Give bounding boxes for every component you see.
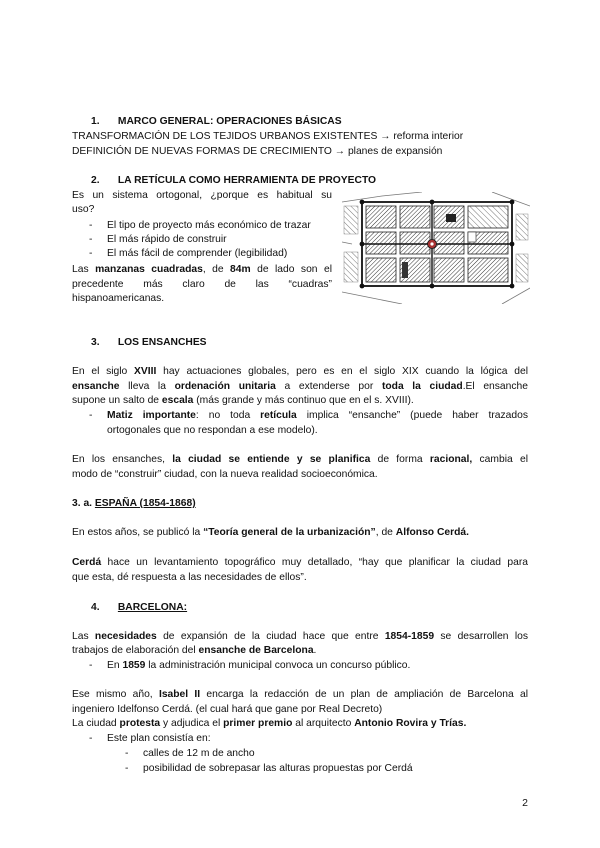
line-transformacion: TRANSFORMACIÓN DE LOS TEJIDOS URBANOS EXISTENTES → reforma interior [72,131,464,142]
reticula-intro-end: uso? [72,204,95,215]
matiz-line2: ortogonales que no respondan a ese modelo). [107,425,318,436]
list-item: - El más fácil de comprender (legibilidad) [89,248,288,259]
list-item: - Este plan consistía en: [89,733,211,744]
list-item: - En 1859 la administración municipal convoca un concurso público. [89,660,411,671]
barcelona-p1-line1: Las necesidades de expansión de la ciudad hace que entre 1854-1859 se desarrollen los [72,631,528,642]
page-number: 2 [522,797,528,809]
reticula-intro: Es un sistema ortogonal, ¿porque es habitual su [72,190,332,201]
heading-espana: 3. a. ESPAÑA (1854-1868) [72,498,196,509]
barcelona-p2-line2: ingeniero Idelfonso Cerdá. (el cual hará que gane por Real Decreto) [72,704,383,715]
manzanas-line-3: hispanoamericanas. [72,293,165,304]
heading-marco-general: 1. MARCO GENERAL: OPERACIONES BÁSICAS [91,116,342,127]
espana-p1: En estos años, se publicó la “Teoría general de la urbanización”, de Alfonso Cerdá. [72,527,469,538]
heading-barcelona: 4. BARCELONA: [91,602,188,613]
ensanches-p2-line2: modo de “construir” ciudad, con la nueva realidad socioeconómica. [72,469,378,480]
ensanches-p1-line1: En el siglo XVIII hay actuaciones globales, pero es en el siglo XIX cuando la lógica del [72,366,528,377]
barcelona-p3: La ciudad protesta y adjudica el primer premio al arquitecto Antonio Rovira y Trías. [72,718,467,729]
ensanches-p1-line2: ensanche lleva la ordenación unitaria a extenderse por toda la ciudad.El ensanche [72,381,528,392]
espana-p2-line2: que esta, dé respuesta a las necesidades de ellos”. [72,572,307,583]
list-item: - Matiz importante: no toda retícula implica “ensanche” (puede haber trazados [89,410,528,421]
manzanas-line-1: Las manzanas cuadradas, de 84m de lado son el [72,264,332,275]
list-item: - posibilidad de sobrepasar las alturas propuestas por Cerdá [125,763,413,774]
espana-p2-line1: Cerdá hace un levantamiento topográfico muy detallado, “hay que planificar la ciudad para [72,557,528,568]
list-item: - El más rápido de construir [89,234,227,245]
manzanas-line-2: precedente más claro de las “cuadras” [72,279,332,290]
grid-map-illustration [342,192,530,304]
list-item: - El tipo de proyecto más económico de trazar [89,220,311,231]
line-definicion: DEFINICIÓN DE NUEVAS FORMAS DE CRECIMIENTO → planes de expansión [72,146,443,157]
heading-ensanches: 3. LOS ENSANCHES [91,337,207,348]
barcelona-p1-line2: trabajos de elaboración del ensanche de Barcelona. [72,645,317,656]
ensanches-p2-line1: En los ensanches, la ciudad se entiende y se planifica de forma racional, cambia el [72,454,529,465]
ensanches-p1-line3: supone un salto de escala (más grande y más continuo que en el s. XVIII). [72,395,414,406]
barcelona-p2-line1: Ese mismo año, Isabel II encarga la redacción de un plan de ampliación de Barcelona al [72,689,528,700]
list-item: - calles de 12 m de ancho [125,748,255,759]
heading-reticula: 2. LA RETÍCULA COMO HERRAMIENTA DE PROYECTO [91,175,377,186]
